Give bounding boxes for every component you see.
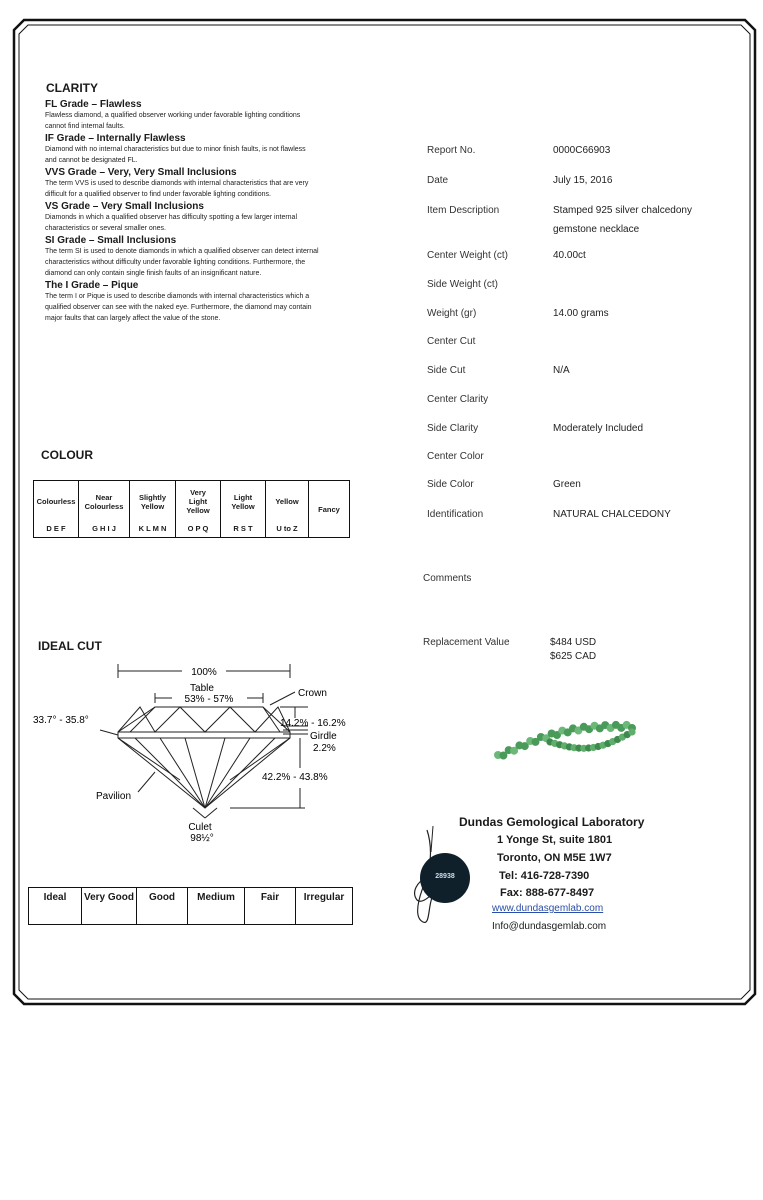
report-label: Report No. [427, 145, 476, 156]
clarity-title: CLARITY [46, 81, 98, 95]
lab-address-1: 1 Yonge St, suite 1801 [497, 834, 613, 846]
total-width-label: 100% [191, 667, 217, 678]
report-value: Moderately Included [553, 423, 644, 434]
report-value: Green [553, 479, 581, 490]
cut-grade-cell: Fair [245, 888, 296, 925]
report-label: Side Clarity [427, 423, 479, 434]
cut-grade-cell: Irregular [296, 888, 353, 925]
colour-grade-name: Light [188, 497, 208, 506]
clarity-grade-heading: The I Grade – Pique [45, 280, 139, 291]
report-label: Center Cut [427, 336, 476, 347]
clarity-grade-heading: SI Grade – Small Inclusions [45, 235, 177, 246]
cut-grade-cell: Good [137, 888, 188, 925]
girdle-value-label: 2.2% [313, 743, 336, 754]
colour-grade-name: Yellow [275, 497, 299, 506]
colour-grade-name: Fancy [318, 504, 340, 514]
colour-grade-cell [176, 481, 221, 538]
lab-email: Info@dundasgemlab.com [492, 921, 607, 932]
cut-grade-cell: Very Good [82, 888, 137, 925]
colour-grade-name: Light [233, 492, 253, 502]
clarity-grade-description: major faults that can largely affect the value of the stone. [45, 315, 221, 322]
crown-height-label: 14.2% - 16.2% [280, 718, 346, 729]
culet-value-label: 98½° [190, 833, 214, 844]
report-label: Weight (gr) [427, 308, 477, 319]
clarity-grades [45, 99, 385, 324]
table-range-label: 53% - 57% [184, 694, 234, 705]
clarity-grade-heading: FL Grade – Flawless [45, 99, 142, 110]
clarity-grade-description: cannot find internal faults. [45, 123, 125, 130]
report-value: 0000C66903 [553, 145, 611, 156]
colour-grade-name: Very [190, 488, 206, 497]
ideal-cut-title: IDEAL CUT [38, 639, 102, 653]
clarity-grade-description: and cannot be designated FL. [45, 157, 138, 164]
colour-title: COLOUR [41, 448, 93, 462]
lab-seal [420, 853, 470, 903]
clarity-grade-description: characteristics or several smaller ones. [45, 225, 166, 232]
report-value: 40.00ct [553, 250, 586, 261]
cut-grade-cell: Medium [188, 888, 245, 925]
report-label: Side Color [427, 479, 474, 490]
culet-label: Culet [188, 822, 212, 833]
colour-grade-cell [130, 481, 176, 538]
colour-grade-letters: D E F [46, 523, 66, 533]
report-label: Item Description [427, 205, 500, 216]
report-label: Side Cut [427, 365, 466, 376]
pavilion-depth-label: 42.2% - 43.8% [262, 772, 328, 783]
colour-grade-cell [221, 481, 266, 538]
colour-grade-cell [309, 481, 350, 538]
colour-grade-name: Colourless [36, 497, 76, 506]
colour-grade-letters: U to Z [276, 523, 298, 533]
report-label: Date [427, 175, 449, 186]
replacement-value-cad: $625 CAD [550, 651, 597, 662]
diamond-diagram [30, 660, 370, 845]
colour-grade-letters: K L M N [138, 523, 167, 533]
necklace-bead [628, 728, 635, 735]
clarity-grade-description: Diamond with no internal characteristics but due to minor finish faults, is not flawless [45, 146, 306, 153]
clarity-grade-description: The term SI is used to denote diamonds in which a qualified observer can detect internal [45, 248, 319, 255]
report-label: Center Weight (ct) [427, 250, 508, 261]
colour-grade-cell [79, 481, 130, 538]
report-label: Comments [423, 573, 472, 584]
pavilion-label: Pavilion [96, 791, 132, 802]
lab-address-2: Toronto, ON M5E 1W7 [497, 852, 612, 864]
report-value: July 15, 2016 [553, 175, 613, 186]
colour-grade-name: Near [95, 492, 113, 502]
report-value: N/A [553, 365, 570, 376]
lab-tel: Tel: 416-728-7390 [499, 870, 590, 882]
colour-grade-cell [266, 481, 309, 538]
necklace-image [490, 700, 640, 780]
colour-grade-letters: G H I J [92, 523, 116, 533]
report-label: Center Color [427, 451, 484, 462]
crown-label: Crown [298, 688, 327, 699]
report-value: 14.00 grams [553, 308, 609, 319]
clarity-grade-heading: VVS Grade – Very, Very Small Inclusions [45, 167, 237, 178]
lab-fax: Fax: 888-677-8497 [500, 887, 595, 899]
report-value: NATURAL CHALCEDONY [553, 509, 671, 520]
clarity-grade-description: difficult for a qualified observer to find under favorable lighting conditions. [45, 191, 271, 198]
report-label: Side Weight (ct) [427, 279, 498, 290]
colour-grade-letters: O P Q [187, 523, 209, 533]
report-label: Center Clarity [427, 394, 489, 405]
seal-number: 28938 [435, 873, 455, 880]
lab-name: Dundas Gemological Laboratory [459, 815, 645, 829]
clarity-grade-heading: VS Grade – Very Small Inclusions [45, 201, 204, 212]
clarity-grade-description: The term VVS is used to describe diamonds with internal characteristics that are very [45, 180, 309, 187]
lab-website-link[interactable]: www.dundasgemlab.com [492, 903, 604, 914]
clarity-grade-description: diamond can only contain single finish faults of an insignificant nature. [45, 270, 262, 277]
clarity-grade-description: The term I or Pique is used to describe diamonds with internal characteristics which a [45, 293, 310, 300]
crown-angle-label: 33.7° - 35.8° [33, 715, 89, 726]
report-label: Identification [427, 509, 484, 520]
colour-scale-table [33, 480, 350, 538]
colour-grade-name: Yellow [186, 506, 210, 515]
cut-grade-table [28, 887, 353, 925]
report-value: $484 USD [550, 637, 597, 648]
colour-grade-name: Yellow [140, 501, 165, 511]
cut-grade-cell: Ideal [29, 888, 82, 925]
clarity-grade-description: Diamonds in which a qualified observer has difficulty spotting a few larger internal [45, 214, 298, 221]
clarity-grade-description: characteristics without difficulty under favorable lighting conditions. Furthermore, the [45, 259, 306, 266]
colour-grade-cell [34, 481, 79, 538]
report-value: Stamped 925 silver chalcedony gemstone necklace [553, 205, 692, 235]
colour-grade-name: Slightly [138, 492, 167, 502]
colour-grade-letters: R S T [233, 523, 253, 533]
clarity-grade-heading: IF Grade – Internally Flawless [45, 133, 186, 144]
colour-grade-name: Colourless [84, 501, 124, 511]
colour-grade-name: Yellow [231, 501, 255, 511]
clarity-grade-description: qualified observer can see with the naked eye. Furthermore, the diamond may contain [45, 304, 312, 311]
table-label: Table [190, 683, 214, 694]
report-label: Replacement Value [423, 637, 510, 648]
girdle-label: Girdle [310, 731, 337, 742]
clarity-grade-description: Flawless diamond, a qualified observer working under favorable lighting conditions [45, 112, 301, 119]
